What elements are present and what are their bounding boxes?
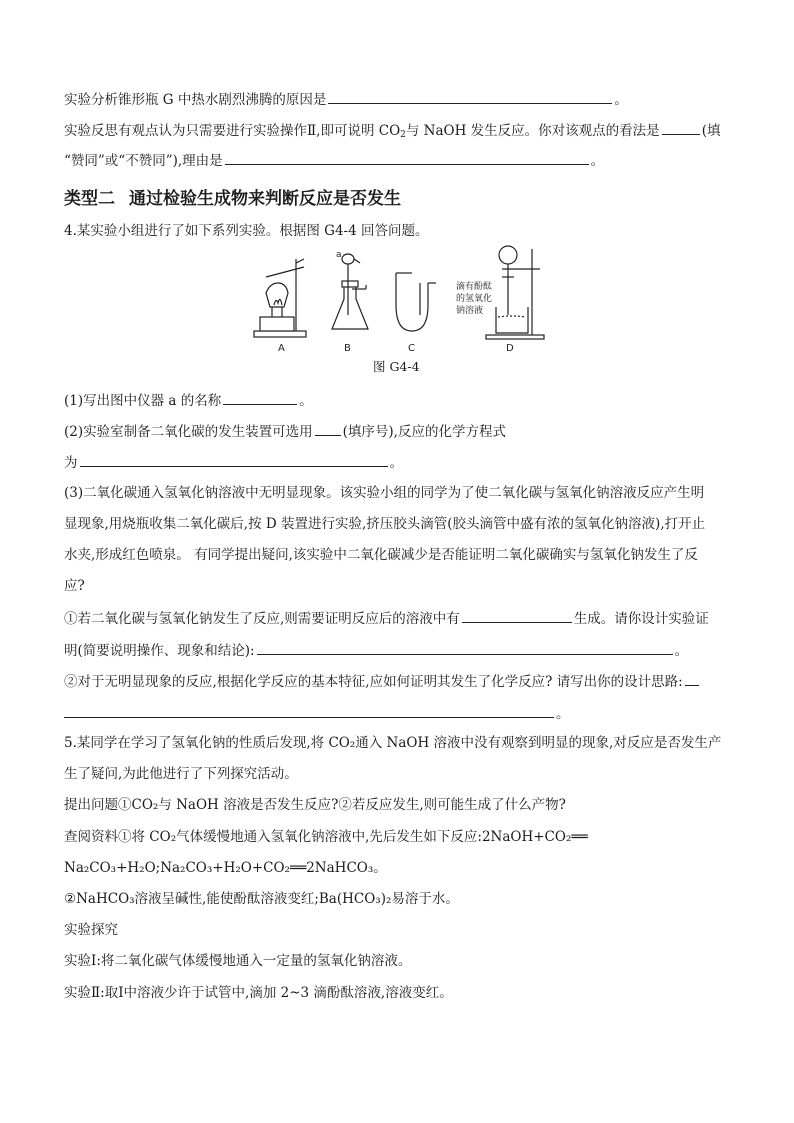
q4-part3-l4: 应?: [64, 578, 85, 594]
analysis-line: [64, 89, 628, 109]
apparatus-diagram: [240, 245, 560, 357]
q4-part1-text: (1)写出图中仪器 a 的名称: [64, 393, 222, 409]
q4-part3-l2: 显现象,用烧瓶收集二氧化碳后,按 D 装置进行实验,挤压胶头滴管(胶头滴管中盛有浓的氢氧化钠溶液),打开止: [64, 516, 706, 532]
reflection-text-2: 与 NaOH 发生反应。你对该观点的看法是: [405, 123, 660, 139]
q5-l1: 5.某同学在学习了氢氧化钠的性质后发现,将 CO₂通入 NaOH 溶液中没有观察到明显的现象,对反应是否发生产: [64, 735, 722, 751]
q4-part3-l1: (3)二氧化碳通入氢氧化钠溶液中无明显现象。该实验小组的同学为了使二氧化碳与氢氧化钠溶液反应产生明: [64, 485, 705, 501]
q4-c1-text: ①若二氧化碳与氢氧化钠发生了反应,则需要证明反应后的溶液中有: [64, 611, 460, 627]
q4-part2: [64, 421, 506, 441]
label-C: C: [408, 343, 415, 354]
q5-l5: Na₂CO₃+H₂O;Na₂CO₃+H₂O+CO₂══2NaHCO₃。: [64, 860, 387, 876]
answer-blank[interactable]: [662, 120, 700, 135]
q4-c2-text: ②对于无明显现象的反应,根据化学反应的基本特征,应如何证明其发生了化学反应? 请写出你的设计思路:: [64, 674, 683, 690]
d-text-3: 钠溶液: [456, 306, 484, 316]
answer-blank[interactable]: [223, 390, 297, 405]
q4-part3-l3: 水夹,形成红色喷泉。 有同学提出疑问,该实验中二氧化碳减少是否能证明二氧化碳确实与氢氧化钠发生了反: [64, 547, 698, 563]
q4-c1b: [64, 640, 688, 660]
q4-c2b: [64, 703, 570, 723]
reflection-line: [64, 120, 720, 144]
heading-title: 通过检验生成物来判断反应是否发生: [129, 189, 401, 209]
apparatus-figure: [240, 245, 560, 357]
period: 。: [674, 643, 689, 659]
label-D: D: [506, 343, 514, 354]
answer-blank[interactable]: [462, 608, 572, 623]
label-A: A: [278, 343, 285, 354]
answer-blank[interactable]: [328, 89, 612, 104]
q4-c1: [64, 608, 709, 628]
analysis-text: 实验分析锥形瓶 G 中热水剧烈沸腾的原因是: [64, 92, 327, 108]
q4-part2b: [64, 452, 403, 472]
answer-blank[interactable]: [257, 640, 673, 655]
period: 。: [614, 92, 628, 108]
q4-c1b-text: 明(简要说明操作、现象和结论):: [64, 643, 255, 659]
heading-type: 类型二: [64, 189, 115, 209]
q4-part1: [64, 390, 313, 410]
figure-caption: 图 G4-4: [373, 359, 420, 374]
label-a: a: [336, 250, 342, 260]
answer-blank[interactable]: [80, 452, 388, 467]
answer-blank[interactable]: [225, 150, 589, 165]
period: 。: [389, 455, 403, 471]
q4-intro: 4.某实验小组进行了如下系列实验。根据图 G4-4 回答问题。: [64, 223, 429, 239]
q4-part2b-text: 为: [64, 455, 78, 471]
q5-l7: 实验探究: [64, 922, 118, 938]
q5-l3: 提出问题①CO₂与 NaOH 溶液是否发生反应?②若反应发生,则可能生成了什么产物?: [64, 797, 566, 813]
answer-blank[interactable]: [315, 421, 341, 436]
d-text-1: 滴有酚酞: [456, 282, 493, 292]
period: 。: [590, 153, 605, 169]
answer-blank[interactable]: [64, 703, 554, 718]
q5-l6: ②NaHCO₃溶液呈碱性,能使酚酞溶液变红;Ba(HCO₃)₂易溶于水。: [64, 891, 459, 907]
q5-l4: 查阅资料①将 CO₂气体缓慢地通入氢氧化钠溶液中,先后发生如下反应:2NaOH+CO₂══: [64, 829, 588, 845]
subscript: 2: [400, 130, 406, 140]
q5-l9: 实验Ⅱ:取Ⅰ中溶液少许于试管中,滴加 2~3 滴酚酞溶液,溶液变红。: [64, 985, 453, 1001]
q4-part2-text: (2)实验室制备二氧化碳的发生装置可选用: [64, 424, 313, 440]
label-B: B: [344, 343, 351, 354]
q5-l8: 实验Ⅰ:将二氧化碳气体缓慢地通入一定量的氢氧化钠溶液。: [64, 953, 412, 969]
reason-text: “赞同”或“不赞同”),理由是: [64, 153, 223, 169]
answer-blank[interactable]: [685, 671, 699, 686]
reflection-text: 实验反思有观点认为只需要进行实验操作Ⅱ,即可说明 CO: [64, 123, 401, 139]
period: 。: [299, 393, 313, 409]
reason-line: [64, 150, 604, 170]
q4-part2-text-2: (填序号),反应的化学方程式: [342, 424, 506, 440]
reflection-text-3: (填: [701, 123, 721, 139]
q4-c2: [64, 671, 701, 691]
q5-l2: 生了疑问,为此他进行了下列探究活动。: [64, 766, 298, 782]
section-heading: [64, 184, 415, 209]
q4-c1-text-2: 生成。请你设计实验证: [573, 611, 709, 627]
d-text-2: 的氢氧化: [456, 294, 493, 304]
period: 。: [556, 706, 570, 722]
